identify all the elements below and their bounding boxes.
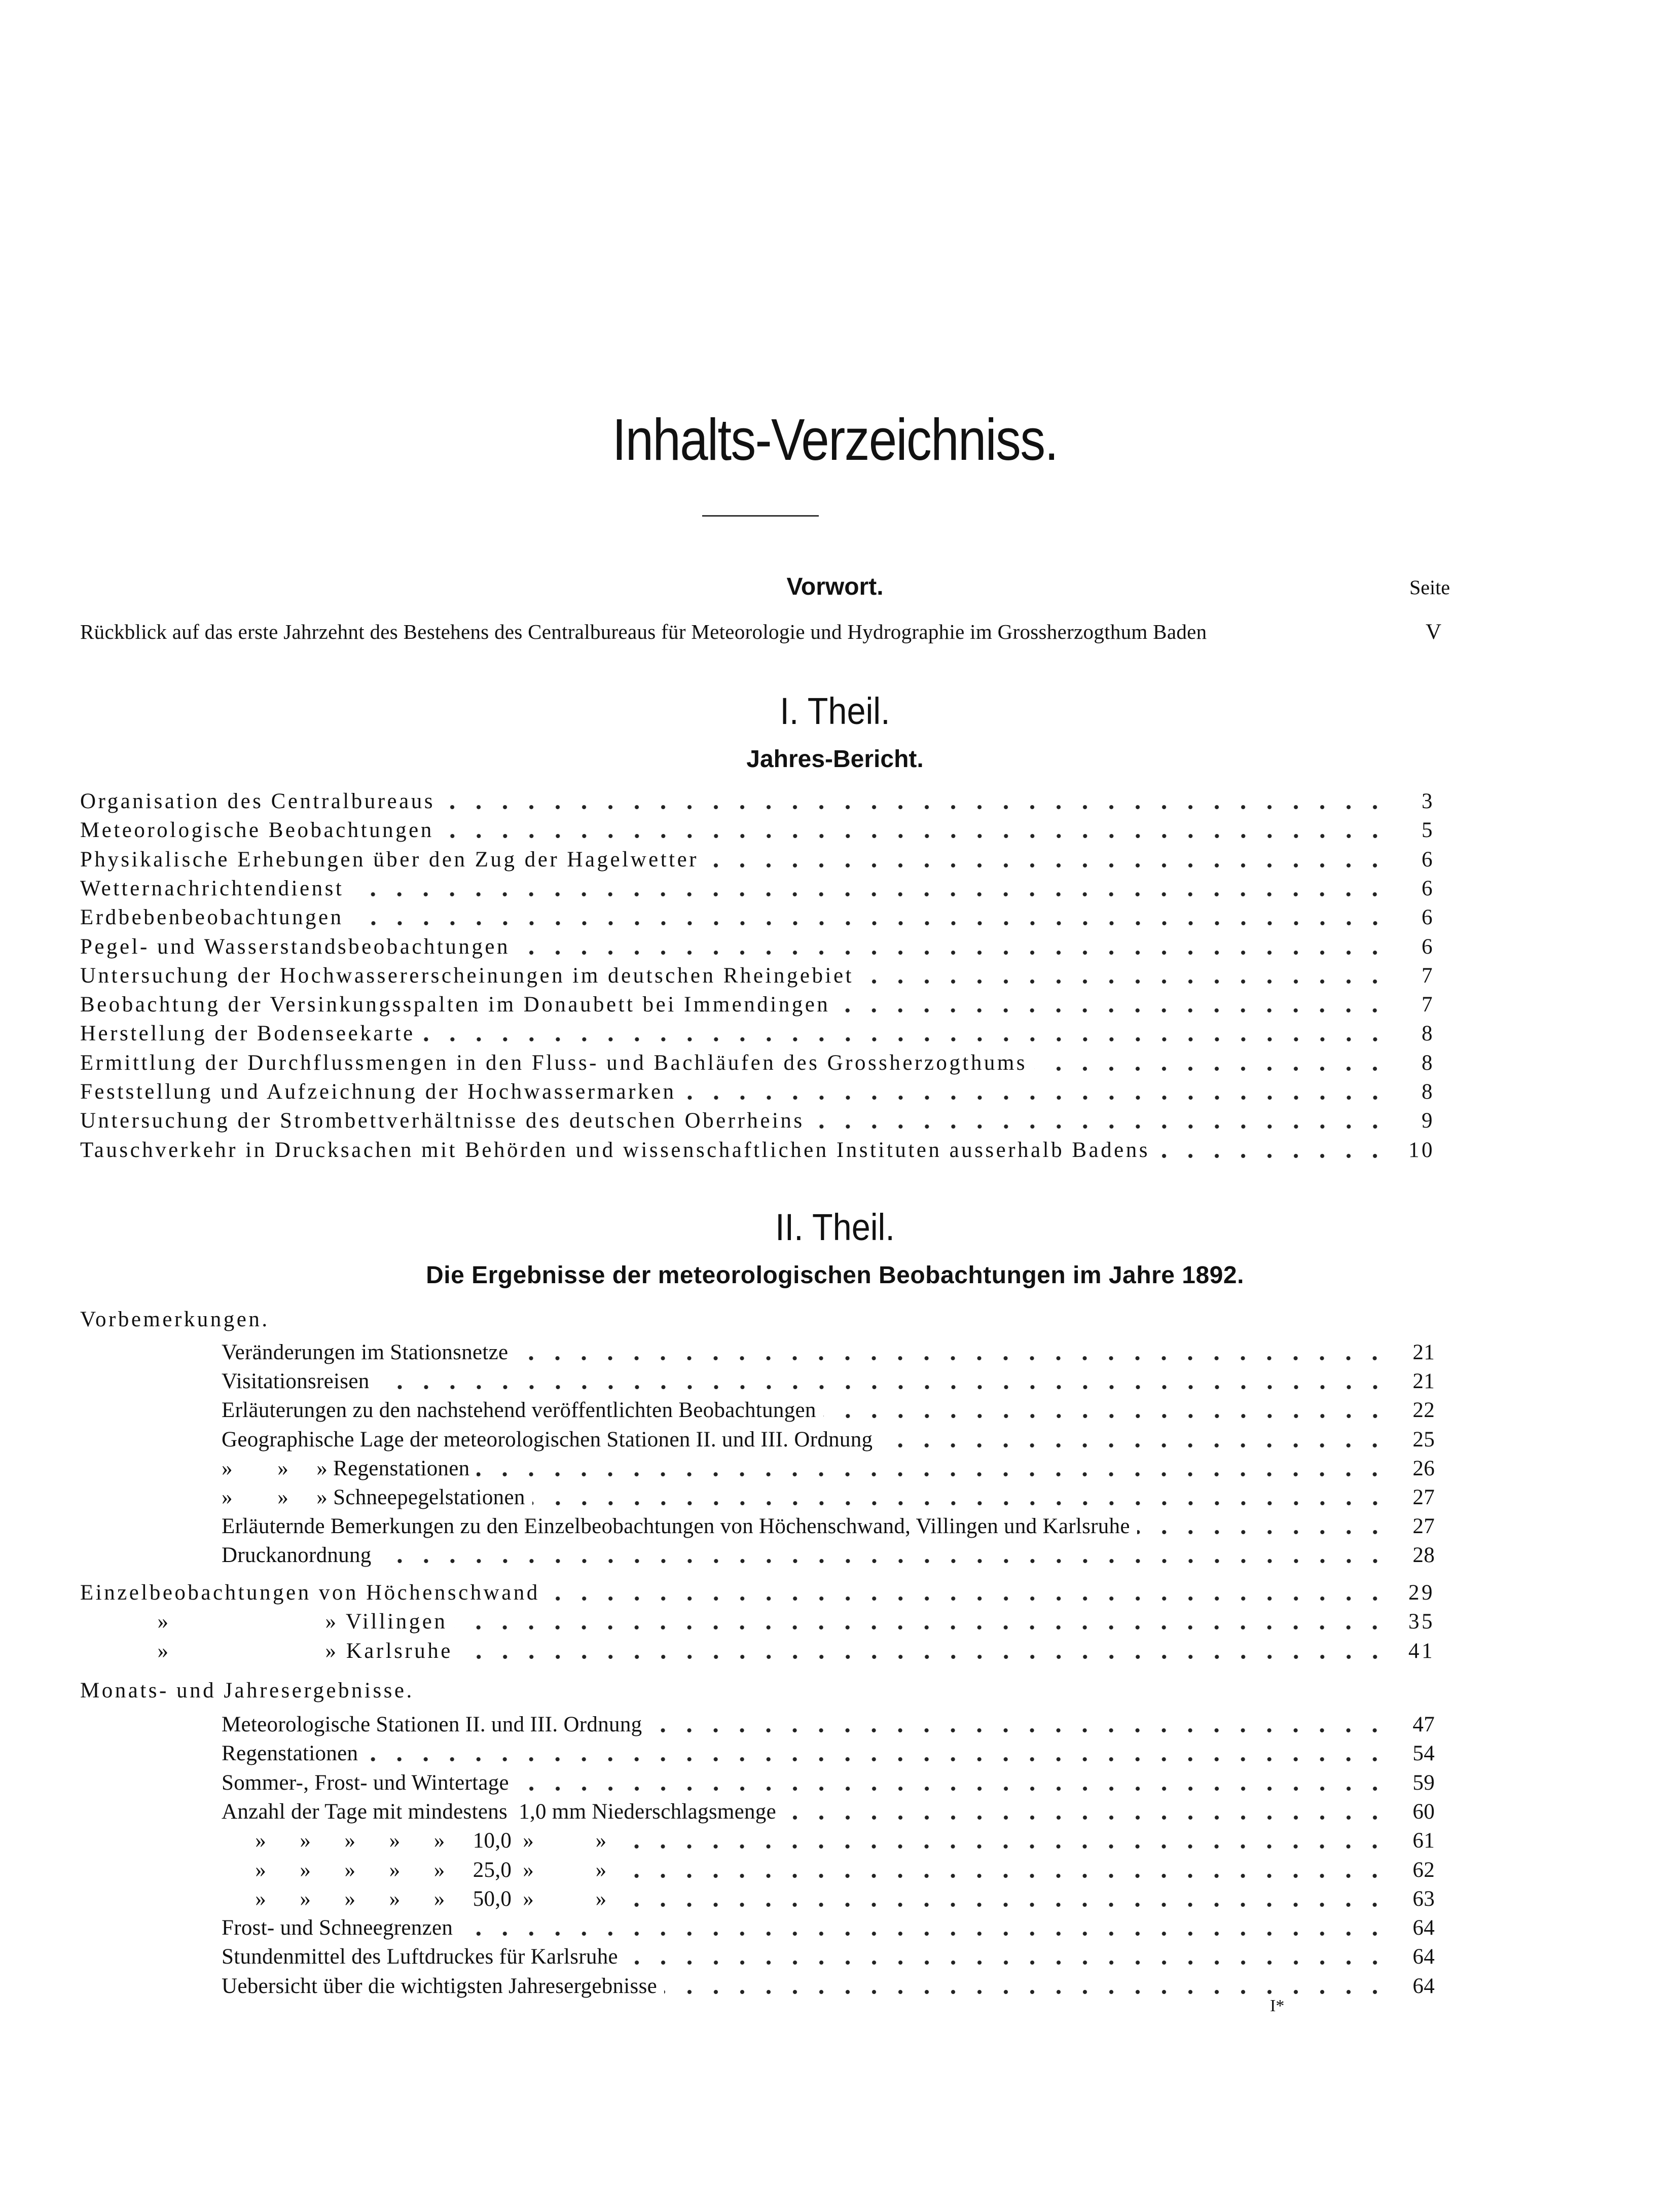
toc-entry-label: Frost- und Schneegrenzen	[222, 1915, 460, 1940]
toc-row	[222, 1882, 1435, 1911]
toc-row	[80, 900, 1435, 930]
monats-heading: Monats- und Jahresergebnisse.	[80, 1679, 414, 1702]
toc-row	[222, 1795, 1435, 1824]
toc-row	[80, 1104, 1435, 1133]
leader-dots	[351, 903, 1394, 927]
leader-dots	[664, 1972, 1394, 1996]
leader-dots	[515, 1338, 1394, 1362]
leader-dots	[477, 1455, 1394, 1478]
toc-entry-page: 35	[1408, 1610, 1435, 1634]
toc-entry-label: » » » Regenstationen	[222, 1456, 477, 1481]
leader-dots	[365, 1739, 1394, 1763]
part1-heading: I. Theil.	[780, 690, 890, 732]
leader-dots	[517, 933, 1394, 956]
leader-dots	[613, 1856, 1394, 1879]
leader-dots	[837, 991, 1394, 1014]
toc-entry-page: 62	[1412, 1858, 1435, 1882]
vorbemerkungen-heading: Vorbemerkungen.	[80, 1308, 270, 1331]
toc-row	[222, 1480, 1435, 1510]
leader-dots	[351, 875, 1394, 898]
toc-row	[80, 1075, 1435, 1104]
leader-dots	[1137, 1512, 1394, 1536]
toc-entry-page: 21	[1412, 1369, 1435, 1394]
toc-entry-label: Meteorologische Beobachtungen	[80, 818, 441, 843]
toc-entry-label: Untersuchung der Hochwassererscheinungen im deutschen Rheingebiet	[80, 963, 861, 988]
toc-entry-page: 26	[1412, 1456, 1435, 1480]
leader-dots	[613, 1827, 1394, 1850]
toc-row	[222, 1364, 1435, 1394]
toc-entry-label: Wetternachrichtendienst	[80, 876, 351, 901]
toc-entry-label: » » » » » 50,0 » »	[222, 1887, 613, 1911]
toc-entry-page: 54	[1412, 1742, 1435, 1766]
leader-dots	[683, 1078, 1394, 1101]
toc-entry-label: Feststellung und Aufzeichnung der Hochwassermarken	[80, 1079, 683, 1104]
toc-entry-label: Organisation des Centralbureaus	[80, 789, 442, 814]
toc-entry-page: 6	[1422, 934, 1435, 959]
leader-dots	[861, 962, 1394, 985]
toc-row	[222, 1509, 1435, 1539]
page-title: Inhalts-Verzeichniss.	[612, 407, 1058, 473]
leader-dots	[783, 1798, 1394, 1821]
toc-entry-page: 27	[1412, 1514, 1435, 1539]
toc-entry-label: » » » » » 25,0 » »	[222, 1858, 613, 1882]
part2-subheading: Die Ergebnisse der meteorologischen Beobachtungen im Jahre 1892.	[426, 1262, 1244, 1289]
toc-row	[80, 1605, 1435, 1634]
toc-row	[222, 1853, 1435, 1882]
toc-row	[80, 813, 1435, 843]
toc-row	[222, 1393, 1435, 1423]
toc-entry-page: 6	[1422, 905, 1435, 930]
toc-entry-page: 7	[1422, 993, 1435, 1017]
toc-entry-page: 47	[1412, 1713, 1435, 1736]
toc-entry-page: 64	[1412, 1945, 1435, 1969]
toc-row	[80, 1576, 1435, 1605]
toc-row	[80, 1017, 1435, 1046]
toc-row	[80, 843, 1435, 872]
toc-row	[222, 1538, 1435, 1568]
leader-dots	[812, 1107, 1394, 1130]
leader-dots	[454, 1608, 1394, 1631]
toc-row	[222, 1969, 1435, 1999]
toc-entry-label: Untersuchung der Strombettverhältnisse des deutschen Oberrheins	[80, 1108, 812, 1133]
part1-subheading: Jahres-Bericht.	[746, 746, 924, 773]
title-rule	[702, 515, 819, 517]
toc-entry-page: 64	[1412, 1916, 1435, 1940]
toc-entry-page: 25	[1412, 1427, 1435, 1452]
leader-dots	[649, 1711, 1394, 1734]
leader-dots	[460, 1914, 1394, 1937]
toc-entry-page: 29	[1408, 1581, 1435, 1605]
toc-entry-label: » » » » » 10,0 » »	[222, 1828, 613, 1853]
toc-row	[222, 1708, 1435, 1737]
toc-row	[222, 1766, 1435, 1795]
toc-row	[80, 1046, 1435, 1075]
toc-entry-page: 8	[1422, 1022, 1435, 1046]
toc-entry-page: 10	[1408, 1138, 1435, 1162]
signature-mark: I*	[1270, 1997, 1285, 2015]
toc-entry-page: 7	[1422, 963, 1435, 988]
toc-entry-label: » » Karlsruhe	[80, 1639, 460, 1663]
seite-label: Seite	[1409, 576, 1450, 599]
toc-entry-label: Veränderungen im Stationsnetze	[222, 1340, 515, 1365]
leader-dots	[547, 1579, 1394, 1602]
leader-dots	[880, 1426, 1394, 1449]
toc-entry-label: Sommer-, Frost- und Wintertage	[222, 1770, 516, 1795]
toc-entry-label: » » » Schneepegelstationen	[222, 1485, 532, 1510]
leader-dots	[516, 1769, 1394, 1792]
toc-entry-page: 9	[1422, 1109, 1435, 1133]
toc-entry-label: Regenstationen	[222, 1741, 365, 1766]
toc-entry-label: Erdbebenbeobachtungen	[80, 905, 351, 930]
toc-entry-page: 22	[1412, 1398, 1435, 1423]
leader-dots	[532, 1483, 1394, 1507]
toc-entry-page: 59	[1412, 1770, 1435, 1795]
toc-row	[222, 1911, 1435, 1940]
leader-dots	[422, 1020, 1394, 1043]
toc-row	[80, 959, 1435, 988]
toc-entry-label: Beobachtung der Versinkungsspalten im Donaubett bei Immendingen	[80, 992, 837, 1017]
toc-entry-page: 5	[1422, 818, 1435, 843]
part2-heading: II. Theil.	[775, 1206, 895, 1248]
toc-row	[80, 1634, 1435, 1663]
foreword-heading: Vorwort.	[786, 573, 884, 600]
toc-entry-label: Erläuterungen zu den nachstehend veröffentlichten Beobachtungen	[222, 1398, 823, 1423]
foreword-page: V	[1426, 620, 1442, 644]
toc-entry-label: Einzelbeobachtungen von Höchenschwand	[80, 1580, 547, 1605]
toc-entry-page: 6	[1422, 847, 1435, 872]
leader-dots	[1157, 1136, 1394, 1159]
leader-dots	[460, 1637, 1394, 1660]
leader-dots	[625, 1943, 1394, 1966]
toc-entry-page: 21	[1412, 1340, 1435, 1364]
toc-row	[80, 988, 1435, 1017]
toc-entry-label: Stundenmittel des Luftdruckes für Karlsruhe	[222, 1944, 625, 1969]
leader-dots	[442, 787, 1394, 811]
toc-row	[80, 1133, 1435, 1163]
toc-row	[222, 1736, 1435, 1766]
toc-row	[222, 1335, 1435, 1365]
toc-entry-page: 41	[1408, 1639, 1435, 1663]
toc-entry-label: Ermittlung der Durchflussmengen in den Fluss- und Bachläufen des Grossherzogthums	[80, 1050, 1034, 1075]
toc-entry-page: 8	[1422, 1080, 1435, 1104]
leader-dots	[441, 816, 1394, 840]
leader-dots	[823, 1396, 1394, 1420]
toc-entry-label: Anzahl der Tage mit mindestens 1,0 mm Niederschlagsmenge	[222, 1799, 783, 1824]
toc-row	[80, 930, 1435, 959]
toc-row	[222, 1423, 1435, 1452]
toc-row	[222, 1940, 1435, 1969]
toc-entry-page: 3	[1422, 789, 1435, 813]
leader-dots	[377, 1367, 1394, 1391]
toc-entry-page: 63	[1412, 1887, 1435, 1911]
toc-entry-label: » » Villingen	[80, 1609, 454, 1634]
toc-entry-label: Druckanordnung	[222, 1543, 379, 1568]
toc-entry-label: Physikalische Erhebungen über den Zug der Hagelwetter	[80, 847, 706, 872]
toc-entry-label: Pegel- und Wasserstandsbeobachtungen	[80, 934, 517, 959]
toc-row	[80, 872, 1435, 901]
toc-entry-page: 6	[1422, 876, 1435, 900]
toc-entry-label: Visitationsreisen	[222, 1369, 377, 1394]
toc-row	[222, 1452, 1435, 1481]
toc-entry-label: Erläuternde Bemerkungen zu den Einzelbeobachtungen von Höchenschwand, Villingen und Karlsruhe	[222, 1514, 1137, 1539]
toc-entry-page: 61	[1412, 1829, 1435, 1853]
leader-dots	[706, 846, 1394, 869]
leader-dots	[1034, 1049, 1394, 1072]
foreword-entry: Rückblick auf das erste Jahrzehnt des Bestehens des Centralbureaus für Meteorologie und Hydrographie im Grossherzogthum Baden	[80, 620, 1207, 643]
leader-dots	[379, 1541, 1394, 1565]
leader-dots	[613, 1885, 1394, 1908]
toc-entry-label: Meteorologische Stationen II. und III. Ordnung	[222, 1712, 649, 1737]
toc-entry-page: 8	[1422, 1050, 1435, 1075]
toc-entry-label: Herstellung der Bodenseekarte	[80, 1021, 422, 1046]
toc-entry-label: Tauschverkehr in Drucksachen mit Behörden und wissenschaftlichen Instituten ausserhalb Badens	[80, 1138, 1157, 1163]
toc-entry-page: 28	[1412, 1543, 1435, 1568]
toc-row	[222, 1824, 1435, 1853]
toc-row	[80, 784, 1435, 814]
toc-entry-label: Uebersicht über die wichtigsten Jahresergebnisse	[222, 1974, 664, 1999]
toc-entry-page: 64	[1412, 1974, 1435, 1998]
toc-entry-label: Geographische Lage der meteorologischen Stationen II. und III. Ordnung	[222, 1427, 880, 1452]
toc-entry-page: 60	[1412, 1799, 1435, 1824]
toc-entry-page: 27	[1412, 1485, 1435, 1509]
